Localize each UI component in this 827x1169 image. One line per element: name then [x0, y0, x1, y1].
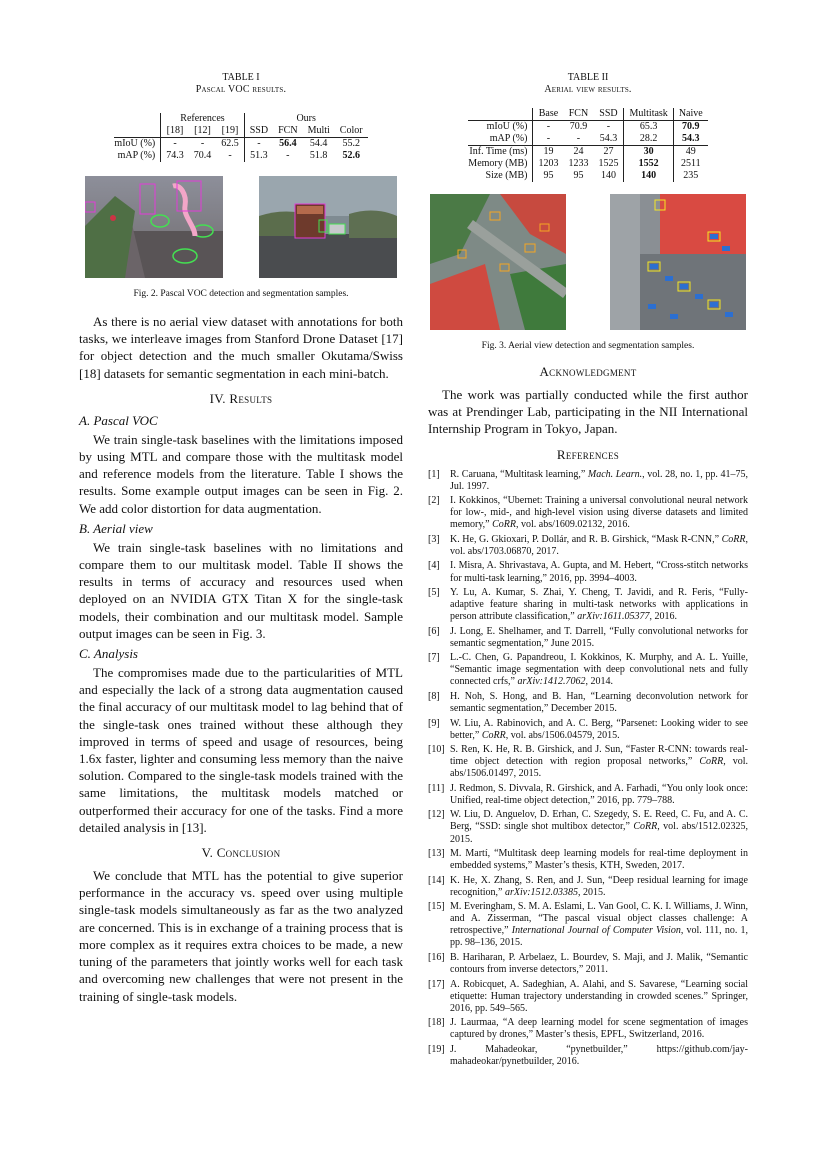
- table1-col-header: SSD: [244, 125, 273, 138]
- table1-col-header: FCN: [278, 125, 298, 136]
- table1: [114, 113, 367, 162]
- table2-cell: 235: [673, 170, 707, 182]
- reference-number: [5]: [428, 587, 440, 599]
- table1-col-header: Multi: [307, 125, 330, 136]
- reference-text-end: , 2014.: [585, 676, 614, 688]
- table1-cell: [273, 138, 302, 151]
- table1-number: TABLE I: [222, 72, 260, 83]
- subsection-aerial-view: B. Aerial view: [79, 520, 153, 536]
- table1-corner-2: [114, 125, 160, 138]
- table2-cell: [624, 170, 673, 182]
- table1-caption: [79, 72, 403, 96]
- reference-text: J. Long, E. Shelhamer, and T. Darrell, “Fully convolutional networks for semantic segmentation,” June 2015.: [450, 625, 748, 649]
- reference-venue: International Journal of Computer Vision: [511, 925, 681, 937]
- table2-cell: 1203: [533, 158, 564, 170]
- table2-col-header: Base: [533, 108, 564, 121]
- reference-list: [428, 469, 748, 1068]
- table1-cell-bold: 52.6: [342, 150, 360, 161]
- table2-row-label: Size (MB): [485, 170, 528, 181]
- reference-number: [15]: [428, 901, 445, 913]
- reference-number: [7]: [428, 652, 440, 664]
- table2-cell: -: [576, 133, 581, 144]
- paragraph-aerial-view: We train single-task baselines with no limitations and compare them to our multitask model. Table II shows the results in terms of accuracy and resources used when deployed on an NVIDIA GTX Titan X for the single-task models, their combination and our multitask model. Sample output images can be seen in Fig. 3.: [79, 539, 403, 641]
- table2-corner: [468, 108, 533, 121]
- table1-row-label: mAP (%): [117, 150, 156, 161]
- table2-cell: 54.3: [599, 133, 618, 144]
- table2-cell: [673, 133, 707, 146]
- reference-item: [428, 1017, 748, 1041]
- table1-cell: 74.3: [161, 150, 189, 162]
- table1-cell: 55.2: [335, 138, 368, 151]
- table2-cell: 2511: [673, 158, 707, 170]
- reference-item: [428, 469, 748, 493]
- table1-cell: -: [286, 150, 290, 161]
- reference-text-end: , vol. abs/1506.04579, 2015.: [505, 729, 620, 741]
- table-row: [468, 146, 707, 159]
- reference-item: [428, 652, 748, 688]
- table2-row-label: mIoU (%): [468, 121, 533, 134]
- reference-text-end: , vol. abs/1609.02132, 2016.: [516, 519, 630, 531]
- table1-col-header: Color: [339, 125, 363, 136]
- table1-corner: [114, 113, 160, 125]
- reference-number: [17]: [428, 978, 445, 990]
- table2-row-label: Memory (MB): [468, 158, 528, 169]
- reference-item: [428, 534, 748, 558]
- reference-number: [1]: [428, 468, 440, 480]
- table-row: [468, 133, 707, 146]
- table2-cell: 27: [593, 146, 624, 159]
- reference-number: [10]: [428, 744, 445, 756]
- paragraph-conclusion: We conclude that MTL has the potential to give superior performance in the accuracy vs. speed over using multiple single-task models simultaneously as far as the two analyzed are concerned. This is in exchange of a training process that is more complex as it requires extra choices to be made, a new tuning of the parameters that jointly works well for each task and overcoming new challenges that were not present in the training of single-task models.: [79, 868, 403, 1004]
- fig2-images: [79, 176, 403, 278]
- reference-text: S. Ren, K. He, R. B. Girshick, and J. Sun, “Faster R-CNN: towards real-time object detection with region proposal networks,”: [450, 744, 748, 768]
- reference-text: K. He, G. Gkioxari, P. Dollár, and R. B. Girshick, “Mask R-CNN,”: [450, 533, 722, 545]
- reference-venue: CoRR: [633, 821, 658, 833]
- paragraph-acknowledgment: The work was partially conducted while the first author was at Prendinger Lab, participating in the NII International Internship Program in Tokyo, Japan.: [428, 387, 748, 437]
- table2-cell: 1525: [598, 158, 619, 169]
- paragraph-analysis: The compromises made due to the particularities of MTL and especially the lack of a strong data augmentation caused the final accuracy of our multitask model to lag behind that of the single-task ones trained without these although they improved in terms of speed and usage of resources, being 1.6x faster, lighter and consuming less memory than the naive solution. Compared to the single-task models trained with the same limitations, the multitask models matched or outperformed their accuracy for one of the tasks. Find a more detailed analysis in [13].: [79, 665, 403, 835]
- reference-item: [428, 744, 748, 780]
- fig3-image-left: [430, 194, 566, 330]
- reference-venue: arXiv:1512.03385: [504, 886, 579, 898]
- table2-cell-bold: 30: [643, 146, 654, 157]
- reference-number: [4]: [428, 560, 440, 572]
- table2-cell: 65.3: [624, 121, 673, 134]
- table2-cell: -: [533, 121, 564, 134]
- table1-cell: 62.5: [216, 138, 244, 151]
- table2: [468, 108, 707, 182]
- table2-col-header: FCN: [568, 108, 589, 119]
- reference-venue: CoRR: [721, 533, 746, 545]
- right-column: [428, 72, 748, 1070]
- reference-venue: CoRR: [481, 729, 506, 741]
- reference-text-end: , vol. abs/1512.02325, 2015.: [450, 821, 748, 845]
- table2-cell: 95: [533, 170, 564, 182]
- reference-text: W. Liu, D. Anguelov, D. Erhan, C. Szegedy, S. E. Reed, C. Fu, and A. C. Berg, “SSD: single shot multibox detector,”: [450, 809, 748, 833]
- reference-item: [428, 560, 748, 584]
- reference-item: [428, 809, 748, 845]
- reference-text: M. Everingham, S. M. A. Eslami, L. Van Gool, C. K. I. Williams, J. Winn, and A. Zisserman, “The pascal visual object classes challenge: A retrospective,”: [450, 901, 748, 937]
- table1-cell: 51.8: [309, 150, 328, 161]
- reference-text: I. Misra, A. Shrivastava, A. Gupta, and M. Hebert, “Cross-stitch networks for multi-task learning,” 2016, pp. 3994–4003.: [450, 560, 748, 584]
- reference-number: [16]: [428, 951, 445, 963]
- reference-item: [428, 718, 748, 742]
- reference-item: [428, 875, 748, 899]
- reference-text: R. Caruana, “Multitask learning,”: [450, 468, 588, 480]
- table-row: [114, 138, 367, 151]
- fig3-image-right: [610, 194, 746, 330]
- table1-col-header: [18]: [161, 125, 189, 138]
- reference-text-end: , vol. 28, no. 1, pp. 41–75, Jul. 1997.: [450, 468, 748, 492]
- reference-venue: arXiv:1412.7062: [517, 676, 586, 688]
- reference-text: Y. Lu, A. Kumar, S. Zhai, Y. Cheng, T. Javidi, and R. Feris, “Fully-adaptive feature sharing in multi-task networks with applications in person attribute classification,”: [450, 587, 748, 623]
- reference-venue: CoRR: [492, 519, 517, 531]
- reference-venue: arXiv:1611.05377: [577, 611, 650, 623]
- acknowledgment-heading: Acknowledgment: [539, 364, 637, 379]
- table2-col-header: Multitask: [624, 108, 673, 121]
- table-row: [468, 121, 707, 134]
- references-heading: References: [556, 446, 620, 462]
- reference-text-end: , 2015.: [578, 886, 606, 898]
- reference-text: J. Redmon, S. Divvala, R. Girshick, and A. Farhadi, “You only look once: Unified, real-time object detection,” 2016, pp. 779–788.: [450, 782, 748, 806]
- table2-row-label: Inf. Time (ms): [468, 146, 533, 159]
- table2-cell-bold: 140: [641, 170, 657, 181]
- reference-number: [18]: [428, 1017, 445, 1029]
- fig3-caption: Fig. 3. Aerial view detection and segmentation samples.: [481, 341, 695, 351]
- table2-cell: 24: [563, 146, 593, 159]
- table1-col-header: [19]: [221, 125, 239, 136]
- paragraph-pascal-voc: We train single-task baselines with the limitations imposed by using MTL and compare those with the multitask model and reference models from the literature. Table I shows the results. Some example output images can be seen in Fig. 2. We add color distortion for data augmentation.: [79, 431, 403, 516]
- table1-row-label: mIoU (%): [114, 138, 160, 151]
- table-row: [468, 158, 707, 170]
- section-conclusion-heading: V. Conclusion: [201, 845, 281, 861]
- reference-number: [12]: [428, 809, 445, 821]
- table2-cell-bold: 70.9: [682, 121, 700, 132]
- reference-venue: CoRR: [699, 756, 724, 768]
- reference-text: J. Laurmaa, “A deep learning model for scene segmentation of images captured by drones,” Master’s thesis, EPFL, Switzerland, 2016.: [450, 1017, 748, 1041]
- table1-cell: -: [244, 138, 273, 151]
- reference-item: [428, 495, 748, 531]
- reference-item: [428, 952, 748, 976]
- reference-item: [428, 979, 748, 1015]
- reference-number: [8]: [428, 690, 440, 702]
- reference-text: A. Robicquet, A. Sadeghian, A. Alahi, and S. Savarese, “Learning social etiquette: Human trajectory understanding in crowded scenes.” Springer, 2016, pp. 549–565.: [450, 978, 748, 1014]
- table1-cell: 70.4: [193, 150, 212, 161]
- table-row: [468, 170, 707, 182]
- fig3-images: [428, 194, 748, 330]
- table2-cell: [624, 158, 673, 170]
- spacer: [79, 300, 403, 313]
- table-row: [114, 150, 367, 162]
- fig2-image-right: [259, 176, 397, 278]
- reference-text-end: , vol. abs/1506.01497, 2015.: [450, 756, 748, 780]
- reference-number: [9]: [428, 717, 440, 729]
- table2-number: TABLE II: [567, 72, 609, 83]
- fig2-image-left: [85, 176, 223, 278]
- table1-title: Pascal VOC results.: [195, 84, 287, 95]
- table1-col-header: [12]: [194, 125, 211, 136]
- reference-number: [2]: [428, 495, 440, 507]
- section-results-heading: IV. Results: [209, 390, 273, 406]
- table1-cell: -: [161, 138, 189, 151]
- table2-cell: 95: [573, 170, 584, 181]
- reference-item: [428, 691, 748, 715]
- reference-number: [3]: [428, 533, 440, 545]
- reference-item: [428, 587, 748, 623]
- table1-cell: 54.4: [303, 138, 335, 151]
- table2-cell-bold: 1552: [638, 158, 659, 169]
- table2-cell: 1233: [568, 158, 589, 169]
- table2-cell: -: [533, 133, 564, 146]
- table2-cell: 70.9: [563, 121, 593, 134]
- table2-cell: [624, 146, 673, 159]
- table1-group-ours: Ours: [244, 113, 367, 125]
- subsection-pascal-voc: A. Pascal VOC: [79, 412, 158, 428]
- reference-venue: Mach. Learn.: [587, 468, 643, 480]
- table1-cell-bold: 56.4: [279, 138, 297, 149]
- table1-cell: -: [189, 138, 217, 151]
- reference-text: W. Liu, A. Rabinovich, and A. C. Berg, “Parsenet: Looking wider to see better,”: [450, 717, 748, 741]
- table2-col-header: Naive: [673, 108, 707, 121]
- reference-text: H. Noh, S. Hong, and B. Han, “Learning deconvolution network for semantic segmentation,” December 2015.: [450, 690, 748, 715]
- reference-number: [19]: [428, 1043, 445, 1055]
- reference-text-end: , vol. 111, no. 1, pp. 98–136, 2015.: [450, 925, 748, 949]
- paragraph-datasets: As there is no aerial view dataset with annotations for both tasks, we interleave images from Stanford Drone Dataset [17] for object detection and the much smaller Okutama/Swiss [18] datasets for semantic segmentation in each mini-batch.: [79, 314, 403, 381]
- table1-cell: 51.3: [244, 150, 273, 162]
- table2-cell: 49: [673, 146, 707, 159]
- table2-cell: 140: [600, 170, 616, 181]
- reference-text-end: , 2016.: [649, 611, 677, 623]
- reference-number: [14]: [428, 874, 445, 886]
- fig2-caption: Fig. 2. Pascal VOC detection and segmentation samples.: [133, 289, 349, 299]
- table2-col-header: SSD: [599, 108, 618, 119]
- reference-text-end: , vol. abs/1703.06870, 2017.: [450, 533, 748, 557]
- reference-text: I. Kokkinos, “Ubernet: Training a universal convolutional neural network for low-, mid-, and high-level vision using diverse datasets and limited memory,”: [450, 495, 748, 531]
- reference-item: [428, 1044, 748, 1068]
- reference-text: L.-C. Chen, G. Papandreou, I. Kokkinos, K. Murphy, and A. L. Yuille, “Semantic image segmentation with deep convolutional nets and fully connected crfs,”: [450, 652, 748, 688]
- table2-cell: -: [593, 121, 624, 134]
- reference-number: [13]: [428, 848, 445, 860]
- table1-cell: -: [228, 150, 232, 161]
- table2-title: Aerial view results.: [544, 84, 632, 95]
- reference-text: M. Martí, “Multitask deep learning models for real-time deployment in embedded systems,” Master’s thesis, KTH, Sweden, 2017.: [450, 848, 748, 872]
- reference-text: B. Hariharan, P. Arbelaez, L. Bourdev, S. Maji, and J. Malik, “Semantic contours from inverse detectors,” 2011.: [450, 951, 748, 976]
- table2-cell: 28.2: [624, 133, 673, 146]
- table2-row-label: mAP (%): [489, 133, 528, 144]
- table2-cell-bold: 54.3: [682, 133, 700, 144]
- reference-number: [6]: [428, 625, 440, 637]
- reference-item: [428, 848, 748, 872]
- reference-item: [428, 626, 748, 650]
- reference-number: [11]: [428, 782, 445, 794]
- reference-text: K. He, X. Zhang, S. Ren, and J. Sun, “Deep residual learning for image recognition,”: [450, 874, 748, 898]
- table2-cell: [673, 121, 707, 134]
- subsection-analysis: C. Analysis: [79, 646, 138, 662]
- table2-cell: 19: [533, 146, 564, 159]
- table2-caption: [428, 72, 748, 96]
- left-column: [79, 72, 403, 1005]
- reference-text: J. Mahadeokar, “pynetbuilder,” https://github.com/jay-mahadeokar/pynetbuilder, 2016.: [450, 1043, 748, 1067]
- table1-group-refs: References: [161, 113, 245, 125]
- reference-item: [428, 783, 748, 807]
- reference-item: [428, 901, 748, 949]
- table1-cell: [335, 150, 368, 162]
